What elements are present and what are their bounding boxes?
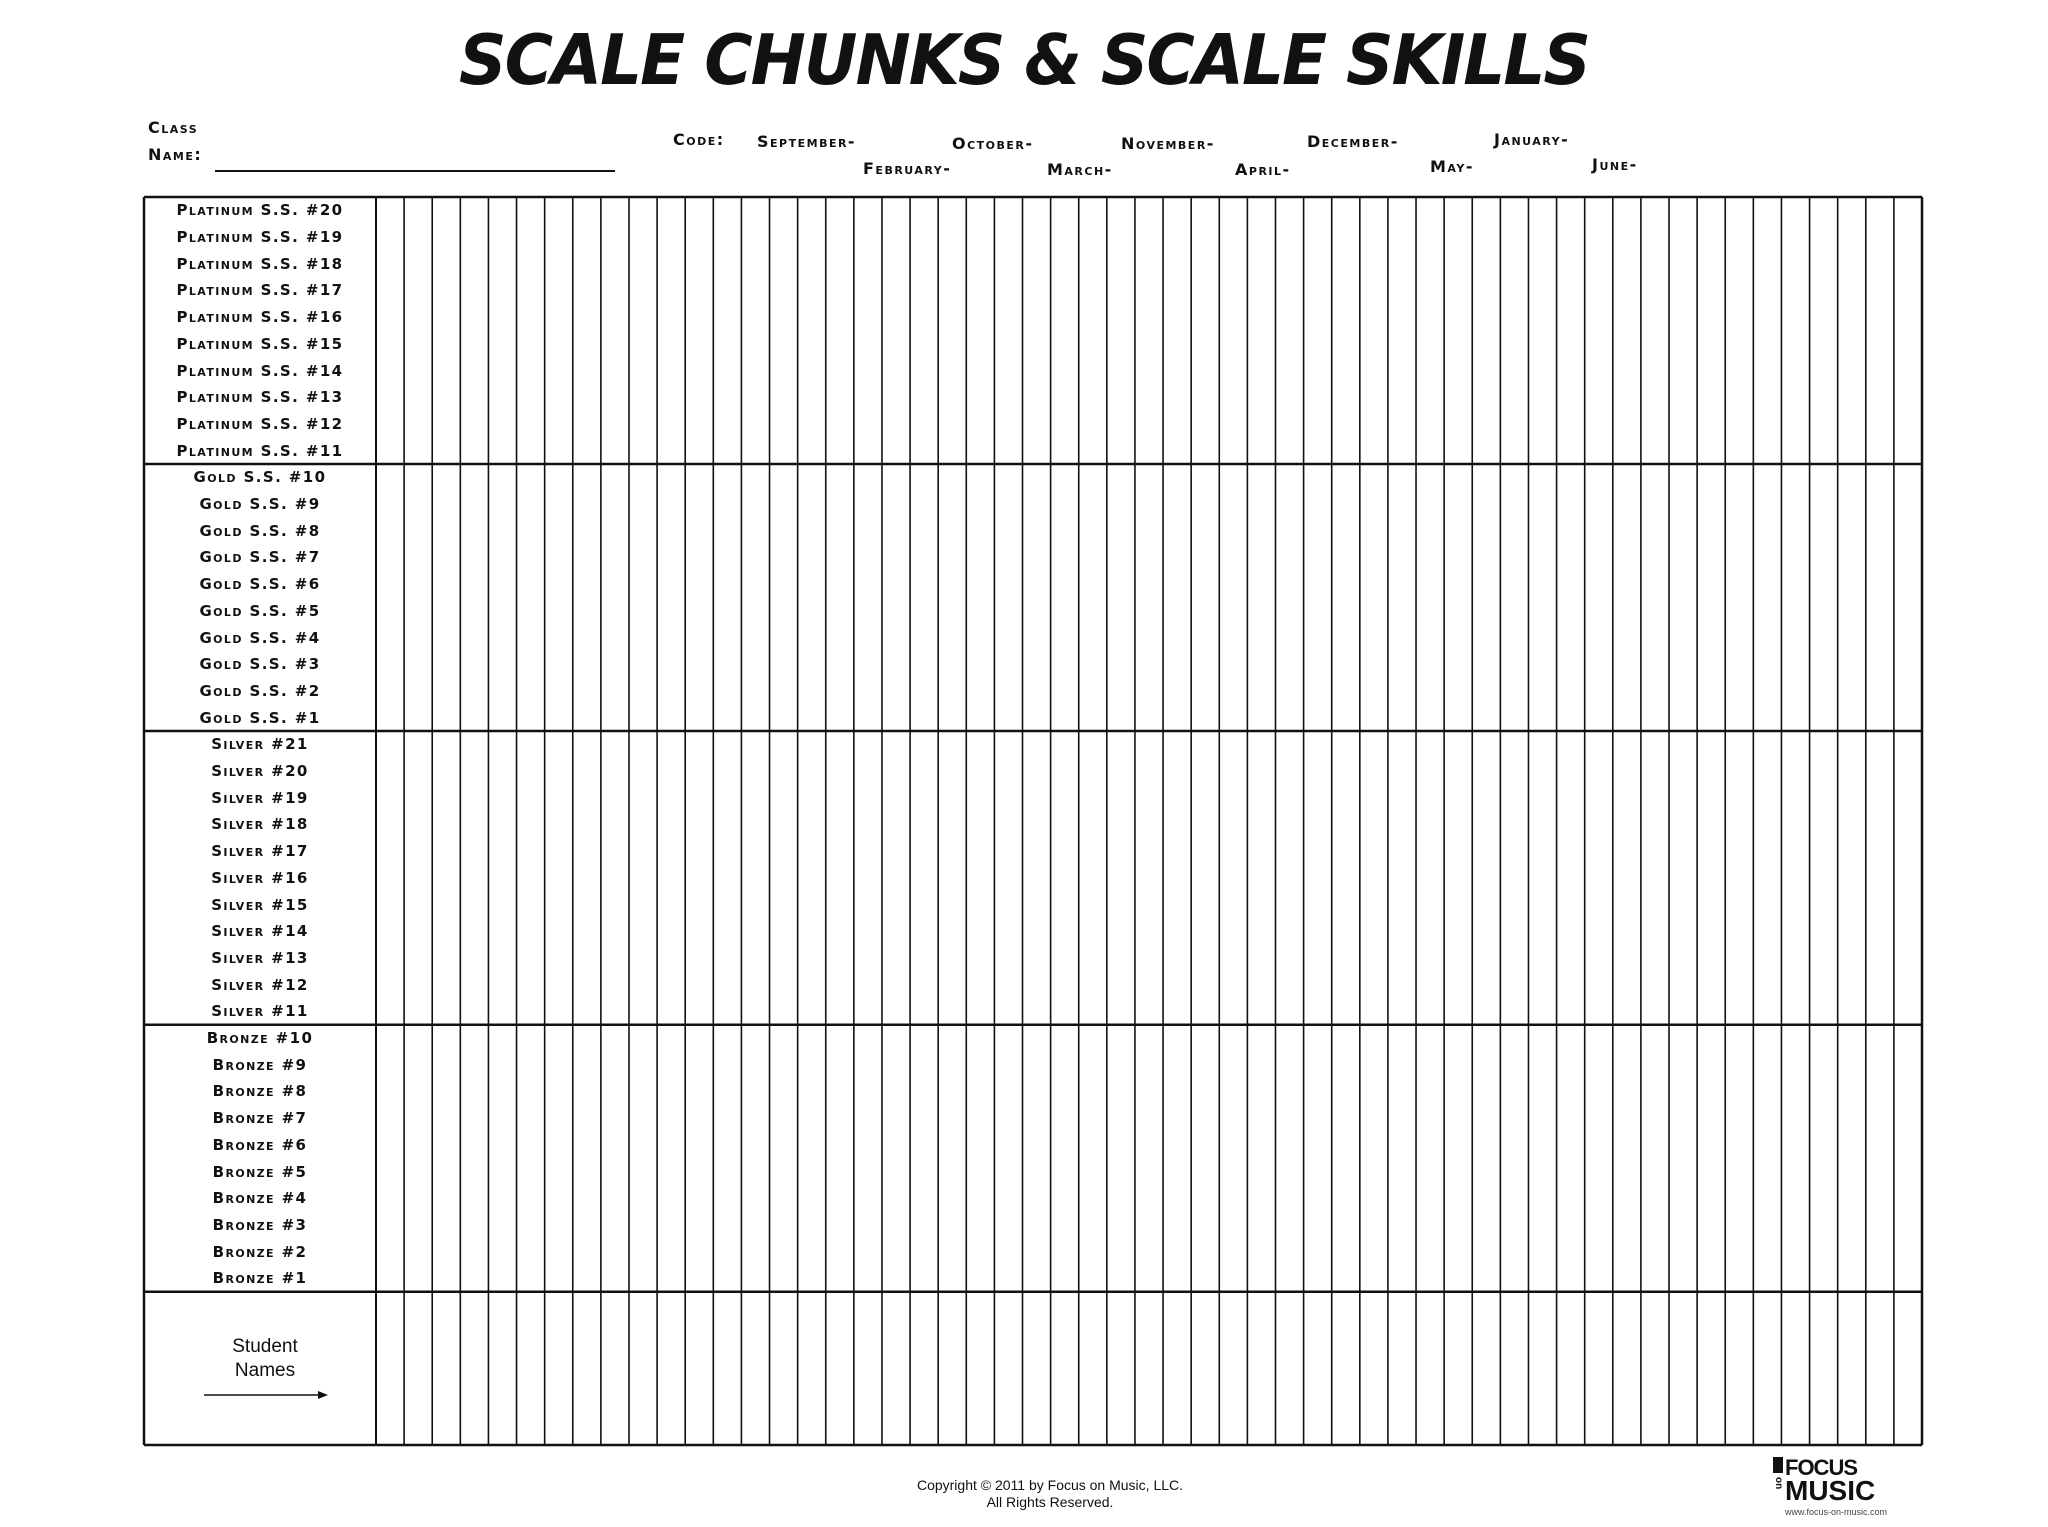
row-label: Silver #20 — [211, 762, 309, 781]
row-label: Bronze #2 — [212, 1242, 308, 1261]
row-label: Bronze #3 — [212, 1215, 308, 1234]
row-label: Gold S.S. #7 — [199, 548, 321, 567]
row-label: Platinum S.S. #20 — [176, 201, 344, 220]
month-april: April- — [1235, 160, 1291, 179]
row-label: Platinum S.S. #13 — [176, 388, 344, 407]
month-may: May- — [1430, 157, 1474, 176]
month-october: October- — [952, 134, 1034, 153]
logo-music-text: MUSIC — [1785, 1475, 1876, 1506]
row-label: Silver #19 — [211, 788, 309, 807]
month-march: March- — [1047, 160, 1113, 179]
page-title: SCALE CHUNKS & SCALE SKILLS — [459, 20, 1589, 101]
row-label: Bronze #7 — [212, 1109, 308, 1128]
row-label: Gold S.S. #6 — [199, 575, 321, 594]
row-label: Gold S.S. #5 — [199, 601, 321, 620]
logo-mark-icon — [1773, 1457, 1783, 1473]
arrow-right-icon — [200, 1387, 330, 1403]
row-label: Bronze #5 — [212, 1162, 308, 1181]
student-names-label-line1: Student — [232, 1336, 298, 1357]
focus-on-music-logo — [1773, 1455, 1923, 1515]
row-label: Bronze #4 — [212, 1189, 308, 1208]
row-label: Silver #15 — [211, 895, 309, 914]
row-label: Silver #12 — [211, 975, 309, 994]
month-september: September- — [757, 132, 857, 151]
copyright-line2: All Rights Reserved. — [986, 1494, 1114, 1510]
month-january: January- — [1494, 130, 1570, 149]
student-names-label — [200, 1335, 330, 1403]
code-label: Code: — [673, 130, 725, 149]
row-label: Gold S.S. #4 — [199, 628, 321, 647]
row-label: Platinum S.S. #14 — [176, 361, 344, 380]
row-label: Gold S.S. #2 — [199, 681, 321, 700]
row-label: Gold S.S. #9 — [199, 495, 321, 514]
month-june: June- — [1592, 155, 1638, 174]
row-label: Silver #18 — [211, 815, 309, 834]
logo-on-text: on — [1773, 1477, 1784, 1490]
copyright-line1: Copyright © 2011 by Focus on Music, LLC. — [916, 1477, 1184, 1493]
row-label: Gold S.S. #3 — [199, 655, 321, 674]
student-names-label-line2: Names — [234, 1360, 296, 1381]
row-label: Platinum S.S. #17 — [176, 281, 344, 300]
month-december: December- — [1307, 132, 1399, 151]
row-label: Bronze #8 — [212, 1082, 308, 1101]
row-label: Platinum S.S. #12 — [176, 414, 344, 433]
row-label: Bronze #1 — [212, 1269, 308, 1288]
row-label: Platinum S.S. #11 — [176, 441, 344, 460]
row-label: Silver #11 — [211, 1002, 309, 1021]
month-november: November- — [1121, 134, 1215, 153]
row-label: Bronze #10 — [206, 1029, 314, 1048]
row-label: Platinum S.S. #15 — [176, 334, 344, 353]
logo-focus-text: FOCUS — [1785, 1455, 1857, 1480]
month-february: February- — [863, 159, 952, 178]
row-label: Silver #13 — [211, 948, 309, 967]
copyright-notice — [800, 1477, 1300, 1511]
row-label: Bronze #6 — [212, 1135, 308, 1154]
row-label: Silver #17 — [211, 842, 309, 861]
row-label: Platinum S.S. #19 — [176, 228, 344, 247]
row-label: Gold S.S. #1 — [199, 708, 321, 727]
row-label: Silver #14 — [211, 922, 309, 941]
row-label: Gold S.S. #8 — [199, 521, 321, 540]
class-label: Class — [148, 118, 199, 137]
row-label: Bronze #9 — [212, 1055, 308, 1074]
row-label: Platinum S.S. #16 — [176, 308, 344, 327]
row-label: Silver #21 — [211, 735, 309, 754]
row-label: Silver #16 — [211, 868, 309, 887]
logo-url-text: www.focus-on-music.com — [1785, 1507, 1888, 1517]
name-label: Name: — [148, 145, 203, 164]
row-label: Gold S.S. #10 — [193, 468, 327, 487]
row-label: Platinum S.S. #18 — [176, 254, 344, 273]
